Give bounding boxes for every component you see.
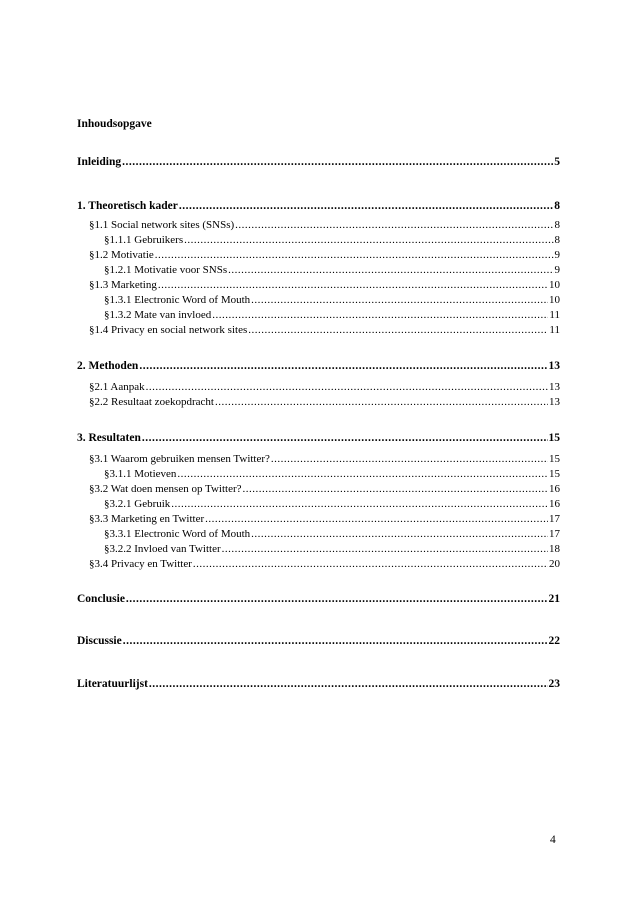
toc-entry-page: 8 [554, 219, 560, 231]
toc-leader-dots [271, 452, 548, 466]
toc-entry-1-3-1[interactable] [104, 293, 560, 307]
toc-entry-title: §1.2 Motivatie [89, 249, 154, 261]
toc-leader-dots [251, 293, 548, 307]
toc-entry-title: Literatuurlijst [77, 678, 148, 690]
toc-entry-page: 15 [549, 468, 560, 480]
toc-leader-dots [142, 431, 548, 445]
toc-entry-page: 17 [549, 513, 560, 525]
toc-entry-literatuurlijst[interactable] [77, 677, 560, 691]
toc-entry-page: 9 [554, 264, 560, 276]
toc-entry-title: 3. Resultaten [77, 432, 141, 444]
toc-entry-page: 13 [548, 360, 560, 372]
toc-leader-dots [222, 542, 548, 556]
toc-leader-dots [122, 155, 553, 169]
toc-entry-title: §1.2.1 Motivatie voor SNSs [104, 264, 228, 276]
toc-entry-2-2[interactable] [89, 395, 560, 409]
toc-entry-page: 10 [549, 279, 560, 291]
toc-entry-1-3-2[interactable] [104, 308, 560, 322]
toc-entry-page: 5 [554, 156, 560, 168]
toc-leader-dots [215, 395, 548, 409]
toc-leader-dots [212, 308, 548, 322]
toc-entry-1-2-1[interactable] [104, 263, 560, 277]
toc-leader-dots [126, 592, 548, 606]
toc-entry-title: §1.4 Privacy en social network sites [89, 324, 248, 336]
toc-entry-title: §2.1 Aanpak [89, 381, 145, 393]
toc-entry-theoretisch-kader[interactable] [77, 199, 560, 213]
toc-leader-dots [177, 467, 548, 481]
toc-leader-dots [228, 263, 553, 277]
toc-entry-page: 20 [549, 558, 560, 570]
toc-entry-page: 10 [549, 294, 560, 306]
toc-entry-title: §3.2.1 Gebruik [104, 498, 171, 510]
toc-entry-inleiding[interactable] [77, 155, 560, 169]
toc-entry-3-2-2[interactable] [104, 542, 560, 556]
toc-leader-dots [205, 512, 548, 526]
toc-entry-title: Discussie [77, 635, 122, 647]
toc-entry-title: §3.4 Privacy en Twitter [89, 558, 192, 570]
toc-entry-page: 15 [549, 453, 560, 465]
toc-entry-title: §1.1 Social network sites (SNSs) [89, 219, 235, 231]
toc-entry-page: 23 [548, 678, 560, 690]
toc-entry-1-1[interactable] [89, 218, 560, 232]
toc-entry-page: 9 [554, 249, 560, 261]
toc-entry-title: 2. Methoden [77, 360, 139, 372]
toc-entry-1-1-1[interactable] [104, 233, 560, 247]
toc-entry-title: 1. Theoretisch kader [77, 200, 178, 212]
toc-entry-3-2[interactable] [89, 482, 560, 496]
toc-entry-conclusie[interactable] [77, 592, 560, 606]
toc-entry-title: §1.3.2 Mate van invloed [104, 309, 212, 321]
toc-entry-3-2-1[interactable] [104, 497, 560, 511]
toc-leader-dots [155, 248, 554, 262]
toc-entry-page: 21 [548, 593, 560, 605]
toc-entry-title: §3.3.1 Electronic Word of Mouth [104, 528, 251, 540]
toc-leader-dots [243, 482, 548, 496]
toc-entry-3-1-1[interactable] [104, 467, 560, 481]
page-number: 4 [550, 834, 556, 846]
toc-entry-title: §3.1.1 Motieven [104, 468, 177, 480]
toc-entry-3-3[interactable] [89, 512, 560, 526]
toc-entry-page: 8 [554, 234, 560, 246]
toc-entry-methoden[interactable] [77, 359, 560, 373]
toc-entry-page: 16 [549, 483, 560, 495]
toc-entry-title: §1.3 Marketing [89, 279, 157, 291]
toc-entry-page: 13 [549, 396, 560, 408]
toc-entry-3-3-1[interactable] [104, 527, 560, 541]
toc-entry-title: §3.1 Waarom gebruiken mensen Twitter? [89, 453, 270, 465]
toc-entry-title: Conclusie [77, 593, 125, 605]
toc-entry-1-2[interactable] [89, 248, 560, 262]
toc-leader-dots [149, 677, 548, 691]
toc-entry-title: §3.2.2 Invloed van Twitter [104, 543, 221, 555]
toc-entry-title: §3.3 Marketing en Twitter [89, 513, 205, 525]
toc-entry-discussie[interactable] [77, 634, 560, 648]
toc-entry-2-1[interactable] [89, 380, 560, 394]
toc-leader-dots [193, 557, 548, 571]
toc-leader-dots [251, 527, 548, 541]
toc-entry-1-4[interactable] [89, 323, 560, 337]
toc-entry-title: §1.3.1 Electronic Word of Mouth [104, 294, 251, 306]
toc-entry-page: 16 [549, 498, 560, 510]
toc-leader-dots [123, 634, 548, 648]
toc-entry-page: 13 [549, 381, 560, 393]
toc-entry-3-4[interactable] [89, 557, 560, 571]
toc-entry-page: 11 [549, 324, 560, 336]
toc-leader-dots [184, 233, 553, 247]
toc-leader-dots [171, 497, 548, 511]
toc-leader-dots [235, 218, 553, 232]
toc-entry-page: 8 [554, 200, 560, 212]
toc-heading: Inhoudsopgave [77, 118, 152, 130]
toc-entry-title: §2.2 Resultaat zoekopdracht [89, 396, 214, 408]
toc-entry-page: 18 [549, 543, 560, 555]
toc-entry-resultaten[interactable] [77, 431, 560, 445]
toc-entry-page: 17 [549, 528, 560, 540]
toc-entry-3-1[interactable] [89, 452, 560, 466]
toc-entry-page: 22 [548, 635, 560, 647]
toc-leader-dots [179, 199, 553, 213]
toc-entry-1-3[interactable] [89, 278, 560, 292]
toc-leader-dots [139, 359, 547, 373]
toc-leader-dots [248, 323, 548, 337]
toc-leader-dots [146, 380, 548, 394]
toc-entry-page: 11 [549, 309, 560, 321]
toc-entry-title: §3.2 Wat doen mensen op Twitter? [89, 483, 242, 495]
toc-entry-page: 15 [548, 432, 560, 444]
toc-entry-title: Inleiding [77, 156, 122, 168]
toc-leader-dots [158, 278, 548, 292]
toc-entry-title: §1.1.1 Gebruikers [104, 234, 184, 246]
